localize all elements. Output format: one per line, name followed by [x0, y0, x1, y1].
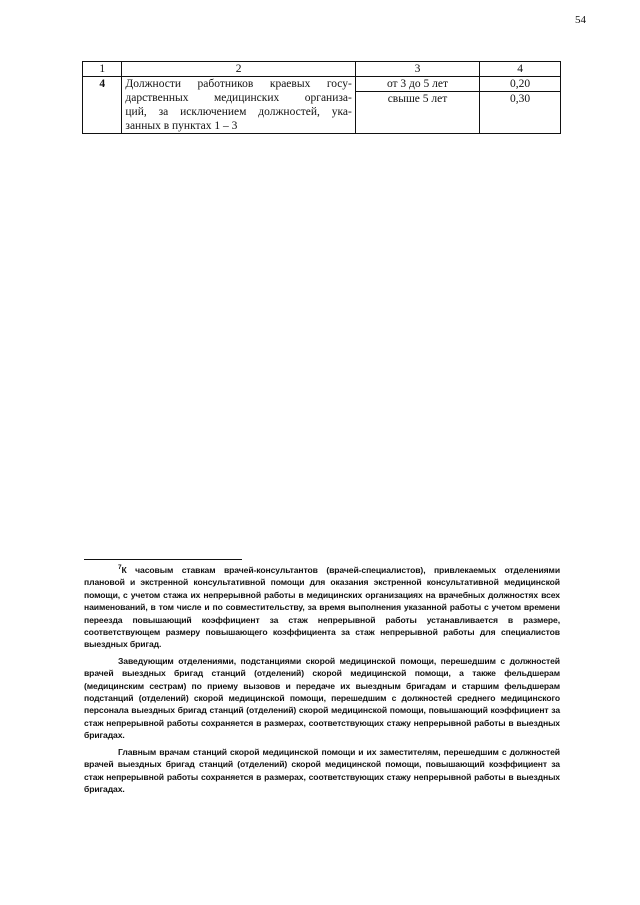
footnote-paragraph: Главным врачам станций скорой медицинской помощи и их заместителям, перешедшим с должностей врачей выездных бригад станций (отделений) скорой медицинской помощи, повышающий коэффициент за стаж непрерывной работы сохраняется в размерах, соответствующих стажу непрерывной работы в выездных бригадах.	[84, 746, 560, 794]
row-number: 4	[83, 77, 122, 134]
footnote-separator	[84, 559, 242, 560]
position-description	[122, 77, 355, 134]
coefficient-cell	[480, 77, 561, 134]
tenure-range: свыше 5 лет	[387, 93, 448, 105]
coefficient-table	[82, 61, 561, 134]
position-line: занных в пунктах 1 – 3	[125, 120, 238, 132]
coefficient-value: 0,20	[480, 77, 560, 92]
position-line: Должности работников краевых госу-	[125, 78, 352, 90]
footnote-text: К часовым ставкам врачей-консультантов (врачей-специалистов), привлекаемых отделениями плановой и экстренной консультативной помощи для оказания экстренной консультативной медицинской помощи, с учетом стажа их непрерывной работы в медицинских организациях на врачебных должностях всех наименований, в том числе и по совместительству, за время выполнения указанной работы с учетом времени переезда повышающий коэффициент за стаж непрерывной работы устанавливается в размере, соответствующем размеру повышающего коэффициента за стаж непрерывной работы для специалистов выездных бригад.	[84, 565, 560, 650]
column-header-4: 4	[480, 62, 561, 77]
column-header-3: 3	[355, 62, 479, 77]
table-header-row	[83, 62, 561, 77]
footnotes	[84, 564, 560, 799]
table-row	[83, 77, 561, 134]
position-line: дарственных медицинских организа-	[125, 92, 352, 104]
footnote-marker: 7	[118, 564, 122, 572]
footnote-paragraph	[84, 564, 560, 651]
position-line: ций, за исключением должностей, ука-	[125, 106, 352, 118]
tenure-cell	[355, 77, 479, 134]
column-header-2: 2	[122, 62, 355, 77]
page-number: 54	[575, 14, 586, 26]
column-header-1: 1	[83, 62, 122, 77]
coefficient-value: 0,30	[510, 93, 531, 105]
footnote-paragraph: Заведующим отделениями, подстанциями скорой медицинской помощи, перешедшим с должностей врачей выездных бригад станций (отделений) скорой медицинской помощи, а также фельдшерам (медицинским сестрам) по приему вызовов и передаче их выездным бригадам и старшим фельдшерам подстанций (отделений) скорой медицинской помощи, перешедшим с должностей среднего медицинского персонала выездных бригад станций (отделений) скорой медицинской помощи, повышающий коэффициент за стаж непрерывной работы сохраняется в размерах, соответствующих стажу непрерывной работы в выездных бригадах.	[84, 655, 560, 741]
tenure-range: от 3 до 5 лет	[356, 77, 479, 92]
